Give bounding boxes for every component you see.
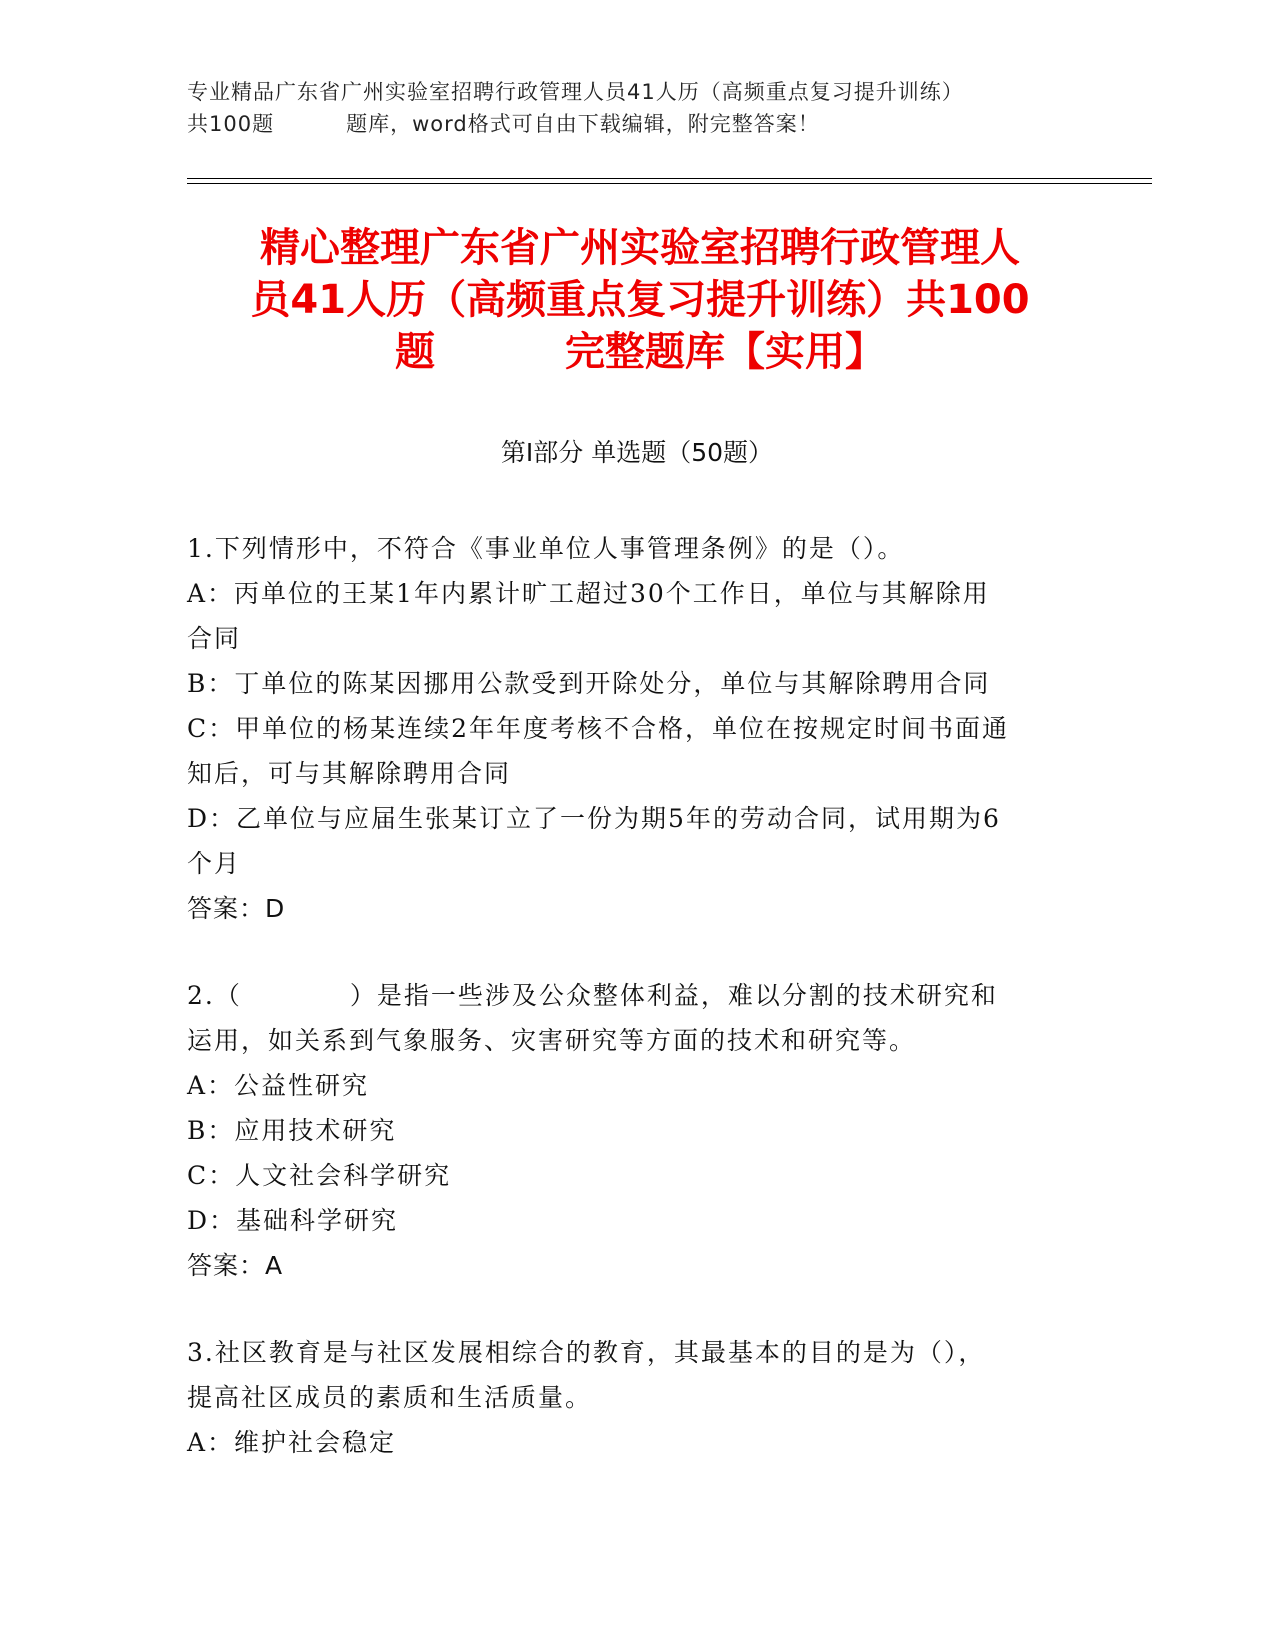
header-line-2-part-a: 共100题 <box>187 112 275 136</box>
title-line-1: 精心整理广东省广州实验室招聘行政管理人 <box>260 225 1020 271</box>
question-1-option-c-cont: 知后，可与其解除聘用合同 <box>187 759 512 788</box>
question-2-option-a: A：公益性研究 <box>187 1071 370 1100</box>
header-line-1: 专业精品广东省广州实验室招聘行政管理人员41人历（高频重点复习提升训练） <box>187 80 964 104</box>
question-1-stem: 1.下列情形中，不符合《事业单位人事管理条例》的是（）。 <box>187 534 905 563</box>
question-1-answer <box>187 886 1087 931</box>
question-2-stem: 2.（ ）是指一些涉及公众整体利益，难以分割的技术研究和 <box>187 981 998 1010</box>
question-2-option-c: C：人文社会科学研究 <box>187 1161 452 1190</box>
question-1-option-c: C：甲单位的杨某连续2年年度考核不合格，单位在按规定时间书面通 <box>187 714 1010 743</box>
answer-label: 答案： <box>187 1251 266 1280</box>
question-1-option-a-cont: 合同 <box>187 624 242 653</box>
answer-value: A <box>265 1251 283 1280</box>
question-2-answer <box>187 1243 1087 1288</box>
title-line-3-part-b: 完整题库【实用】 <box>565 329 885 375</box>
document-title <box>180 222 1100 378</box>
question-2-option-d: D：基础科学研究 <box>187 1206 399 1235</box>
question-3-stem-cont: 提高社区成员的素质和生活质量。 <box>187 1383 593 1412</box>
question-2-stem-cont: 运用，如关系到气象服务、灾害研究等方面的技术和研究等。 <box>187 1026 917 1055</box>
answer-value: D <box>265 894 285 923</box>
question-1-option-d-cont: 个月 <box>187 849 242 878</box>
header-divider-top <box>187 178 1152 179</box>
question-1 <box>187 526 1087 931</box>
answer-label: 答案： <box>187 894 266 923</box>
page-header <box>187 76 1087 140</box>
question-3 <box>187 1330 1087 1465</box>
title-line-2: 员41人历（高频重点复习提升训练）共100 <box>250 277 1030 323</box>
question-2 <box>187 973 1087 1288</box>
section-title: 第I部分 单选题（50题） <box>500 438 774 467</box>
header-divider-bottom <box>187 183 1152 184</box>
question-2-option-b: B：应用技术研究 <box>187 1116 397 1145</box>
title-line-3-part-a: 题 <box>395 329 435 375</box>
question-list <box>187 526 1087 1507</box>
title-line-3 <box>180 326 1100 378</box>
question-1-option-b: B：丁单位的陈某因挪用公款受到开除处分，单位与其解除聘用合同 <box>187 669 991 698</box>
question-1-option-d: D：乙单位与应届生张某订立了一份为期5年的劳动合同，试用期为6 <box>187 804 1001 833</box>
header-line-2 <box>187 108 1087 140</box>
question-1-option-a: A：丙单位的王某1年内累计旷工超过30个工作日，单位与其解除用 <box>187 579 990 608</box>
header-line-2-part-b: 题库，word格式可自由下载编辑，附完整答案！ <box>346 112 820 136</box>
question-3-option-a: A：维护社会稳定 <box>187 1428 397 1457</box>
question-3-stem: 3.社区教育是与社区发展相综合的教育，其最基本的目的是为（）， <box>187 1338 986 1367</box>
